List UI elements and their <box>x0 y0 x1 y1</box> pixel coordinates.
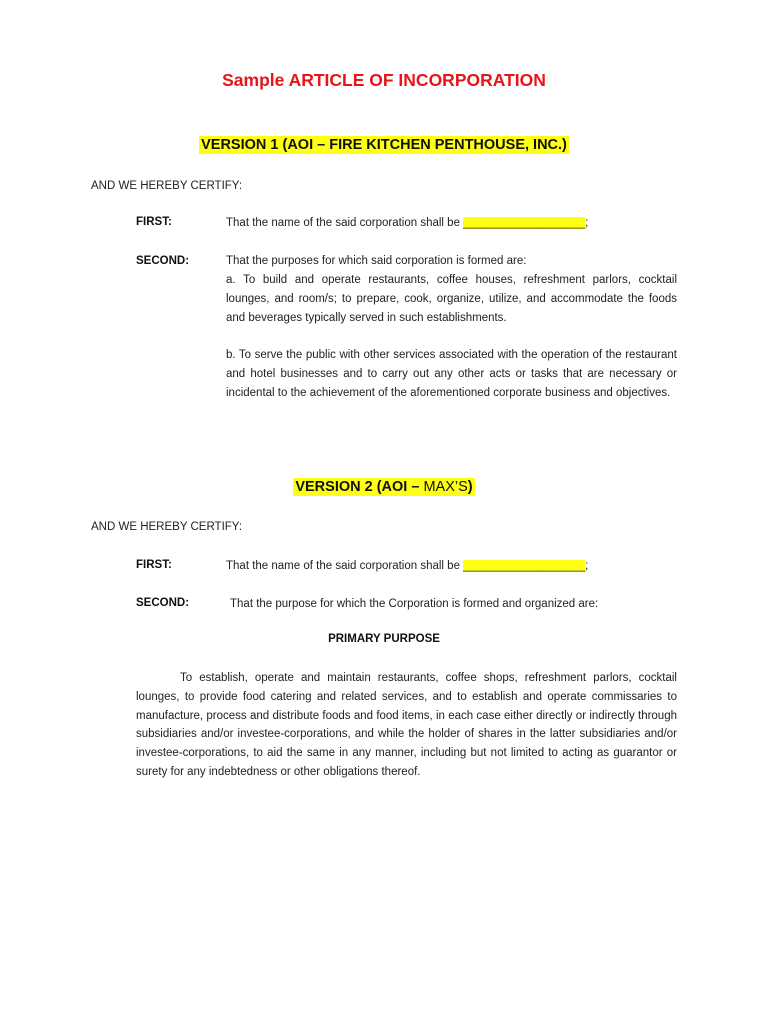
name-blank: ____________________ <box>463 560 586 572</box>
version-1-first-text: That the name of the said corporation shall be ____________________; <box>226 217 589 229</box>
version-1-purpose-b: b. To serve the public with other services associated with the operation of the restaurant and hotel businesses and to carry out any other acts or tasks that are necessary or incidental to the achievement of the aforementioned corporate business and objectives. <box>226 349 677 399</box>
version-1-second-label: SECOND: <box>136 255 190 267</box>
version-2-second-label: SECOND: <box>136 597 190 609</box>
version-2-first-text: That the name of the said corporation shall be ____________________; <box>226 560 589 572</box>
version-2-second-text: That the purpose for which the Corporation is formed and organized are: <box>230 598 599 610</box>
version-2-heading: VERSION 2 (AOI – MAX’S) <box>295 479 473 495</box>
name-blank: ____________________ <box>463 217 586 229</box>
version-1-purpose-a: a. To build and operate restaurants, coffee houses, refreshment parlors, cocktail lounges, and room/s; to prepare, cook, organize, utilize, and accommodate the foods and beverages typically served in such establishments. <box>226 274 677 324</box>
version-2-certify: AND WE HEREBY CERTIFY: <box>91 521 243 533</box>
version-2-first-label: FIRST: <box>136 559 172 571</box>
version-1-certify: AND WE HEREBY CERTIFY: <box>91 180 243 192</box>
primary-purpose-heading: PRIMARY PURPOSE <box>328 633 440 645</box>
version-1-first-label: FIRST: <box>136 216 172 228</box>
version-1-heading: VERSION 1 (AOI – FIRE KITCHEN PENTHOUSE, INC.) <box>201 137 567 153</box>
version-1-second-intro: That the purposes for which said corporation is formed are: <box>226 255 527 267</box>
document-title: Sample ARTICLE OF INCORPORATION <box>222 70 546 90</box>
primary-purpose-text: To establish, operate and maintain restaurants, coffee shops, refreshment parlors, cocktail lounges, to provide food catering and related services, and to establish and operate commissaries to manufacture, process and distribute foods and food items, in each case either directly or indirectly through subsidiaries and/or investee-corporations, and while the holder of shares in the latter subsidiaries and/or investee-corporations, to aid the same in any manner, including but not limited to acting as guarantor or surety for any indebtedness or other obligations thereof. <box>136 672 677 778</box>
